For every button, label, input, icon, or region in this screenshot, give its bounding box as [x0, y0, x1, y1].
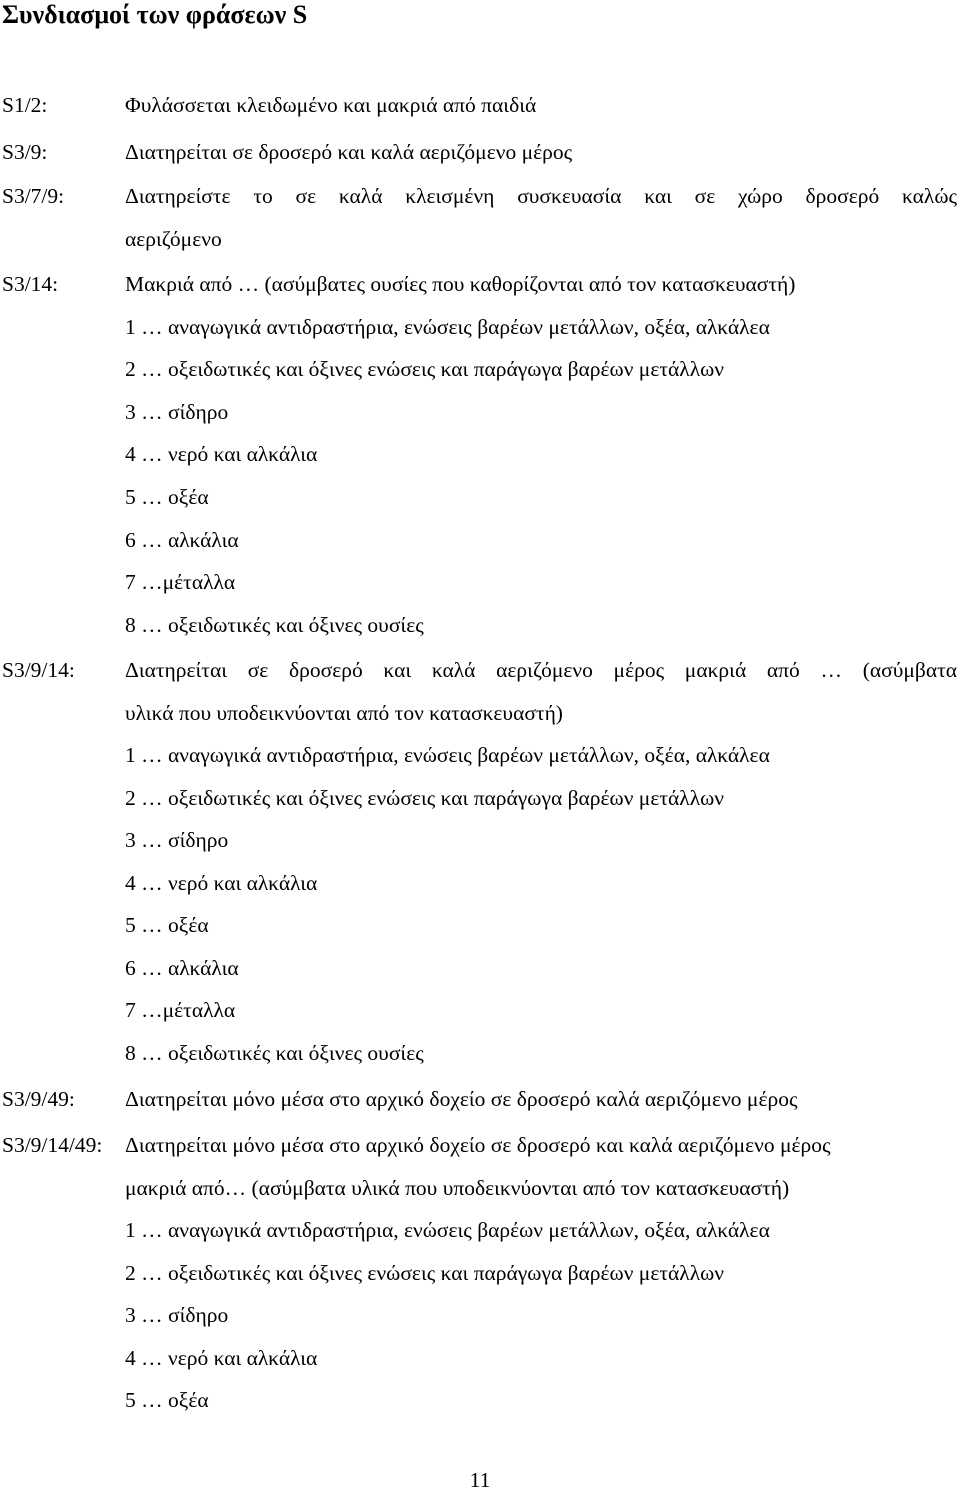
- phrase-line: [0, 741, 960, 784]
- phrase-text: 2 … οξειδωτικές και όξινες ενώσεις και παράγωγα βαρέων μετάλλων: [125, 357, 724, 381]
- phrase-line: [0, 182, 960, 225]
- phrase-line: [0, 954, 960, 997]
- phrase-text: Διατηρείστε το σε καλά κλεισμένη συσκευασία και σε χώρο δροσερό καλώς: [125, 184, 957, 208]
- phrase-text: Μακριά από … (ασύμβατες ουσίες που καθορίζονται από τον κατασκευαστή): [125, 272, 796, 296]
- page-title: Συνδιασμοί των φράσεων S: [2, 0, 308, 29]
- phrase-line: [0, 398, 960, 441]
- page-number: 11: [469, 1468, 491, 1492]
- phrase-text: Διατηρείται σε δροσερό και καλά αεριζόμενο μέρος: [125, 140, 573, 164]
- phrase-text: 6 … αλκάλια: [125, 956, 239, 980]
- phrase-text: 4 … νερό και αλκάλια: [125, 442, 318, 466]
- phrase-line: [0, 1386, 960, 1429]
- phrase-text: 3 … σίδηρο: [125, 400, 229, 424]
- phrase-text: 2 … οξειδωτικές και όξινες ενώσεις και παράγωγα βαρέων μετάλλων: [125, 1261, 724, 1285]
- phrase-text: 1 … αναγωγικά αντιδραστήρια, ενώσεις βαρέων μετάλλων, οξέα, αλκάλεα: [125, 1218, 770, 1242]
- phrase-line: [0, 1131, 960, 1174]
- phrase-text: Διατηρείται μόνο μέσα στο αρχικό δοχείο σε δροσερό και καλά αεριζόμενο μέρος: [125, 1133, 831, 1157]
- phrase-line: [0, 568, 960, 611]
- phrase-line: [0, 526, 960, 569]
- phrase-line: [0, 656, 960, 699]
- phrase-code: S3/14:: [2, 272, 59, 296]
- phrase-line: [0, 1344, 960, 1387]
- phrase-text: 6 … αλκάλια: [125, 528, 239, 552]
- phrase-line: [0, 270, 960, 313]
- phrase-line: [0, 91, 960, 134]
- phrase-text: αεριζόμενο: [125, 227, 222, 251]
- phrase-text: Φυλάσσεται κλειδωμένο και μακριά από παιδιά: [125, 93, 537, 117]
- phrase-text: 8 … οξειδωτικές και όξινες ουσίες: [125, 1041, 424, 1065]
- phrase-line: [0, 1216, 960, 1259]
- phrase-line: [0, 1085, 960, 1128]
- phrase-text: 4 … νερό και αλκάλια: [125, 1346, 318, 1370]
- phrase-code: S3/7/9:: [2, 184, 65, 208]
- phrase-line: [0, 911, 960, 954]
- phrase-text: 7 …μέταλλα: [125, 998, 236, 1022]
- phrase-text: Διατηρείται μόνο μέσα στο αρχικό δοχείο σε δροσερό καλά αεριζόμενο μέρος: [125, 1087, 798, 1111]
- phrase-code: S3/9/49:: [2, 1087, 75, 1111]
- phrase-line: [0, 1039, 960, 1082]
- phrase-code: S3/9:: [2, 140, 48, 164]
- phrase-text: Διατηρείται σε δροσερό και καλά αεριζόμενο μέρος μακριά από … (ασύμβατα: [125, 658, 957, 682]
- phrase-text: 5 … οξέα: [125, 485, 209, 509]
- phrase-text: 2 … οξειδωτικές και όξινες ενώσεις και παράγωγα βαρέων μετάλλων: [125, 786, 724, 810]
- phrase-text: 8 … οξειδωτικές και όξινες ουσίες: [125, 613, 424, 637]
- phrase-text: 5 … οξέα: [125, 1388, 209, 1412]
- phrase-text: μακριά από… (ασύμβατα υλικά που υποδεικνύονται από τον κατασκευαστή): [125, 1176, 790, 1200]
- phrase-text: 5 … οξέα: [125, 913, 209, 937]
- phrase-code: S3/9/14:: [2, 658, 75, 682]
- phrase-text: 3 … σίδηρο: [125, 1303, 229, 1327]
- phrase-line: [0, 826, 960, 869]
- phrase-text: 3 … σίδηρο: [125, 828, 229, 852]
- phrase-line: [0, 440, 960, 483]
- phrase-line: [0, 1301, 960, 1344]
- phrase-line: [0, 313, 960, 356]
- phrase-line: [0, 869, 960, 912]
- phrase-line: [0, 784, 960, 827]
- phrase-line: [0, 699, 960, 742]
- phrase-line: [0, 138, 960, 181]
- phrase-text: 1 … αναγωγικά αντιδραστήρια, ενώσεις βαρέων μετάλλων, οξέα, αλκάλεα: [125, 315, 770, 339]
- phrase-line: [0, 355, 960, 398]
- phrase-line: [0, 996, 960, 1039]
- phrase-line: [0, 1174, 960, 1217]
- phrase-text: 4 … νερό και αλκάλια: [125, 871, 318, 895]
- phrase-line: [0, 1259, 960, 1302]
- phrase-code: S1/2:: [2, 93, 48, 117]
- phrase-text: 7 …μέταλλα: [125, 570, 236, 594]
- phrase-line: [0, 225, 960, 268]
- phrase-text: υλικά που υποδεικνύονται από τον κατασκευαστή): [125, 701, 563, 725]
- phrase-line: [0, 611, 960, 654]
- phrase-code: S3/9/14/49:: [2, 1133, 103, 1157]
- phrase-text: 1 … αναγωγικά αντιδραστήρια, ενώσεις βαρέων μετάλλων, οξέα, αλκάλεα: [125, 743, 770, 767]
- phrase-line: [0, 483, 960, 526]
